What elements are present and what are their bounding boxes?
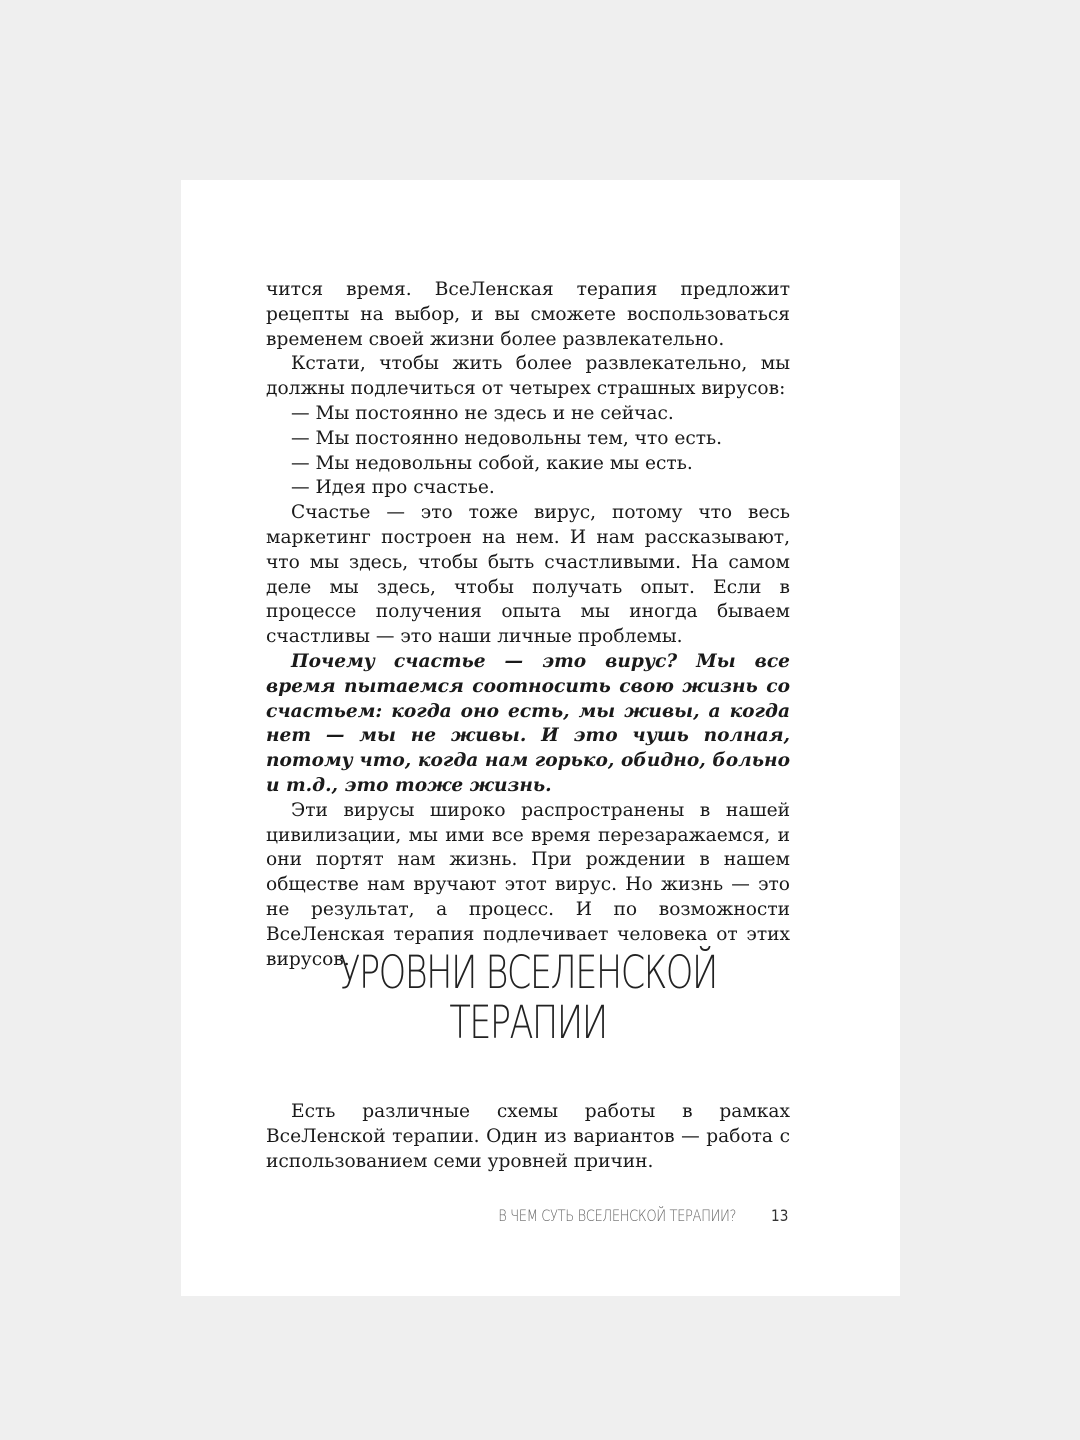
heading-line-1: УРОВНИ ВСЕЛЕНСКОЙ	[339, 946, 717, 999]
section-body-text	[266, 1100, 790, 1174]
list-item-2: — Мы постоянно недовольны тем, что есть.	[291, 427, 723, 449]
list-item-3: — Мы недовольны собой, какие мы есть.	[291, 452, 693, 474]
paragraph-4: Эти вирусы широко распространены в нашей цивилизации, мы ими все время перезаражаемся, и они портят нам жизнь. При рождении в нашем обществе нам вручают этот вирус. Но жизнь — это не результат, а процесс. И по возможности ВсеЛенская терапия подлечивает человека от этих вирусов.	[266, 799, 790, 970]
paragraph-3: Счастье — это тоже вирус, потому что весь маркетинг построен на нем. И нам рассказывают, что мы здесь, чтобы быть счастливыми. На самом деле мы здесь, чтобы получать опыт. Если в процессе получения опыта мы иногда бываем счастливы — это наши личные проблемы.	[266, 502, 790, 648]
body-text	[266, 278, 790, 972]
paragraph-1: чится время. ВсеЛенская терапия предложит рецепты на выбор, и вы сможете воспользоваться временем своей жизни более развлекательно.	[266, 279, 790, 350]
page-number: 13	[770, 1206, 788, 1225]
section-heading	[324, 948, 733, 1048]
list-item-1: — Мы постоянно не здесь и не сейчас.	[291, 402, 674, 424]
running-footer	[266, 1206, 790, 1228]
paragraph-2: Кстати, чтобы жить более развлекательно, мы должны подлечиться от четырех страшных вирусов:	[266, 353, 790, 400]
emphasis-paragraph: Почему счастье — это вирус? Мы все время пытаемся соотносить свою жизнь со счастьем: когда оно есть, мы живы, а когда нет — мы не живы. И это чушь полная, потому что, когда нам горько, обидно, больно и т.д., это тоже жизнь.	[266, 650, 790, 796]
running-title: В ЧЕМ СУТЬ ВСЕЛЕНСКОЙ ТЕРАПИИ?	[498, 1206, 736, 1225]
book-page	[181, 180, 900, 1296]
list-item-4: — Идея про счастье.	[291, 477, 495, 499]
heading-line-2: ТЕРАПИИ	[449, 996, 607, 1049]
section-paragraph-1: Есть различные схемы работы в рамках ВсеЛенской терапии. Один из вариантов — работа с использованием семи уровней причин.	[266, 1101, 790, 1172]
